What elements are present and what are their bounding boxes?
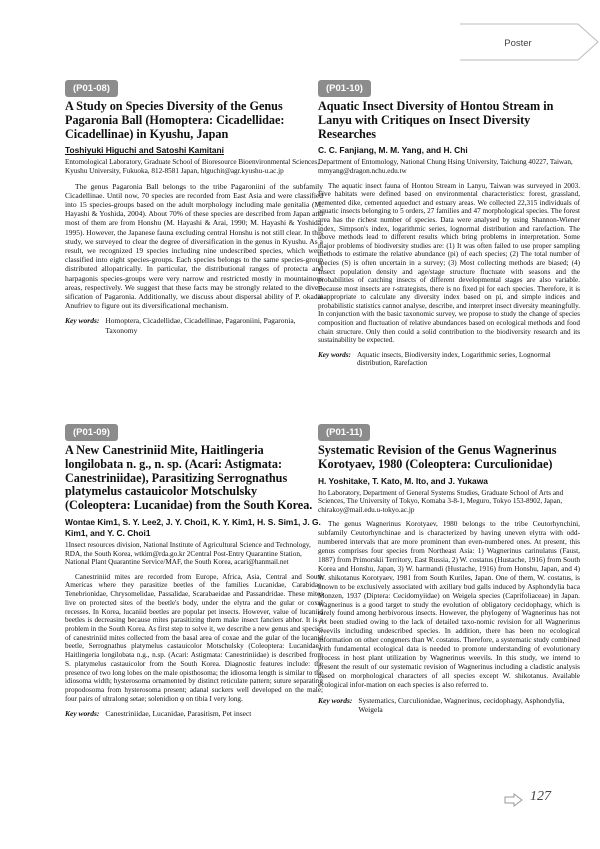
- abstract-affiliation: 1Insect resources division, National Institute of Agricultural Science and Technology, RDA, the South Korea, wtkim@rda.go.kr 2Central Post-Entry Quarantine Station, National Plant Quarantine Service/MAF, the South Korea, acari@hanmail.net: [65, 540, 311, 567]
- abstract-keywords: [318, 351, 580, 368]
- abstract-body: The genus Pagaronia Ball belongs to the tribe Pagaroniini of the subfamily Cicadellinae. Until now, 70 species are recorded from East Asia and were classified into 15 species-groups based on the adult morphology including male genitalia (M. Hayashi & Yoshida, 2004). About 70% of these species are described from Japan and most of them are from Honshu (M. Hayashi & Arai, 1990; M. Hayashi & Yoshida, 1995). However, the Japanese fauna excluding central Honshu is not still clear. In this study, we surveyed to clear the degree of diversification in the genus in Kyushu. As a result, we recognized 19 species including nine undescribed species, which were classified into eight species-groups. Each species belongs to the same species-group distributed allopatrically. In particular, the distributional ranges of protecta and harpagonis species-groups were very narrow and restricted mostly in mountainous areas, respectively. We suggest that these facts may be strongly related to the diver-sification of Pagaronia. Additionally, we discuss about dispersal ability of P. okadai Anufriev to figure out its diversificational mechanism.: [65, 181, 323, 311]
- arrow-right-icon: [504, 793, 524, 807]
- abstract-body: The aquatic insect fauna of Hontou Stream in Lanyu, Taiwan was surveyed in 2003. Five habitats were defined based on environmental characteristics: forest, grassland, cemented dike, cemented aqueduct and estuary areas. We collected 22,315 individuals of aquatic insects belonging to 5 orders, 27 families and 47 morphological species. The forest area has the richest number of species. Data were analysed by using Shannon-Wiener index, Simpson's index, logarithmic series, lognormal distribution and rarefaction. The above methods lead to different results which bring problems in interpretation. Some major problems of biodiversity studies are: (1) It was often failed to use proper sampling methods to estimate the relative abundance (pi) of each species; (2) The total number of species (S) is often uncertain in a survey; (3) Most collecting methods are biased; (4) Insect population density and age/stage structure fluctuate with seasons and the probabilities of catching insects of different developmental stages are also variable. Because most insects are r-strategists, there is no fixed pi for each species. Therefore, it is inappropriate to calculate any diversity index based on pi, and simple indices and probabilistic statistics cannot analyse, describe, and interpret insect diversity meaningfully. In conjunction with the basic taxonomic survey, we propose to study the change of species composition and fluctuation of relative abundances based on ecological methods and food chain structure. Only then could a solid contribution to the biodiversity research and its sustainability be expected.: [318, 181, 580, 345]
- abstract-authors: C. C. Fanjiang, M. M. Yang, and H. Chi: [318, 145, 468, 156]
- keywords-label: Key words:: [318, 695, 353, 705]
- abstract-affiliation: Ito Laboratory, Department of General Systems Studies, Graduate School of Arts and Sciences, The University of Tokyo, Komaba 3-8-1, Meguro, Tokyo 153-8902, Japan, chirakoy@mail.edu.u-tokyo.ac.jp: [318, 488, 564, 514]
- keywords-text: Systematics, Curculionidae, Wagnerinus, cecidophagy, Asphondylia, Weigela: [358, 695, 565, 714]
- abstract-p01-09: [65, 422, 323, 719]
- page-number: 127: [530, 789, 551, 804]
- keywords-label: Key words:: [318, 350, 351, 359]
- keywords-label: Key words:: [65, 709, 100, 719]
- abstract-title: A Study on Species Diversity of the Genus Pagaronia Ball (Homoptera: Cicadellidae: Cicadellinae) in Kyushu, Japan: [65, 99, 285, 141]
- abstract-id-tag: (P01-11): [318, 424, 370, 441]
- abstract-title: Aquatic Insect Diversity of Hontou Stream in Lanyu with Critiques on Insect Diversity Researches: [318, 99, 554, 141]
- keywords-label: Key words:: [65, 316, 100, 326]
- abstract-title: A New Canestriniid Mite, Haitlingeria longilobata n. g., n. sp. (Acari: Astigmata: Canestriniidae), Parasitizing Serrognathus platymelus castauicolor Motschulsky (Coleoptera: Lucanidae) from the South Korea.: [65, 443, 313, 513]
- abstract-authors: Toshiyuki Higuchi and Satoshi Kamitani: [65, 145, 224, 156]
- abstract-p01-10: [318, 78, 580, 368]
- abstract-id-tag: (P01-09): [65, 424, 118, 441]
- section-label: Poster: [504, 38, 532, 49]
- abstract-p01-11: [318, 422, 580, 714]
- abstract-id-tag: (P01-08): [65, 80, 118, 97]
- abstract-affiliation: Department of Entomology, National Chung Hsing University, Taichung 40227, Taiwan, mmyang@dragon.nchu.edu.tw: [318, 158, 573, 175]
- keywords-text: Canestriniidae, Lucanidae, Parasitism, Pet insect: [105, 709, 252, 719]
- abstract-p01-08: [65, 78, 323, 335]
- keywords-text: Homoptera, Cicadellidae, Cicadellinae, Pagaroniini, Pagaronia, Taxonomy: [105, 316, 296, 335]
- abstract-keywords: [65, 709, 323, 718]
- abstract-keywords: [318, 696, 580, 714]
- abstract-id-tag: (P01-10): [318, 80, 371, 97]
- abstract-keywords: [65, 316, 323, 334]
- abstract-authors: Wontae Kim1, S. Y. Lee2, J. Y. Choi1, K. Y. Kim1, H. S. Sim1, J. G. Kim1, and Y. C. Choi1: [65, 516, 321, 538]
- abstract-affiliation: Entomological Laboratory, Graduate School of Bioresource Bioenvironmental Sciences, Kyushu University, Fukuoka, 812-8581 Japan, hlguchit@agr.kyushu-u.ac.jp: [65, 158, 320, 175]
- keywords-text: Aquatic insects, Biodiversity index, Logarithmic series, Lognormal distribution, Rarefaction: [356, 350, 551, 368]
- abstract-authors: H. Yoshitake, T. Kato, M. Ito, and J. Yukawa: [318, 475, 488, 486]
- abstract-title: Systematic Revision of the Genus Wagnerinus Korotyaev, 1980 (Coleoptera: Curculionidae): [318, 443, 557, 471]
- abstract-body: The genus Wagnerinus Korotyaev, 1980 belongs to the tribe Ceutorhynchini, subfamily Ceutorhynchinae and is characterized by having uneven elytra with odd-numbered intervals that are more prominent than even-numbered ones. At present, this genus comprises four species from Northeast Asia: 1) Wagnerinus carinulatus (Faust, 1887) from Primorskii Territory, East Russia, 2) W. costatus (Hustache, 1916) from South Korea and Honshu, Japan, 3) W. harmandi (Hustache, 1916) from Honshu, Japan, and 4) W. shikotanus Korotyaev, 1981 from South Kuriles, Japan. One of them, W. costatus, is known to be exclusively associated with axillary bud galls induced by Asphondylia baca Monzen, 1937 (Diptera: Cecidomyiidae) on Weigela species (Caprifoliaceae) in Japan. Wagnerinus is a good target to study the evolution of obligatory cecidophagy, which is rarely found among herbivorous insects. However, the phylogeny of Wagnerinus has not yet been studied owing to the lack of detailed taxo-nomic revision for all Wagnerinus weevils including undescribed species. In addition, there has been no ecological information on other congeners than W. costatus. Therefore, a systematic study combined with fundamental ecological data is needed to promote understanding of evolutionary process in host plant utilization by Wagnerinus weevils. In this study, we intend to present the result of our systematic revision of Wagnerinus including a cladistic analysis based on morphological characters of all species except W. shikotanus. Available ecological infor-mation on each species is also referred to.: [318, 519, 580, 689]
- abstract-body: Canestriniid mites are recorded from Europe, Africa, Asia, Central and South Americas where they parasitize beetles of the families Lucanidae, Carabidae, Tenebrionidae, Chrysomelidae, Passalidae, Scarabaeidae and Passandridae. These mites live on protected sites of the beetle's body, under the elytra and the gular or coxal recesses. In Korea, lucaniid beetles are popular pet insects. However, value of lucaniid beetles is decreasing because mites parasitizing them make insect fanciers abhor. It is a problem in the South Korea. As first step to solve it, we describe a new genus and species of canestriniid mites collected from the basal area of coxae and the gular of the lucanid beetle, Serrognathus platymelus castauicolor Motschulsky (Coleoptera: Lucanidae). Haitlingeria longilobata n.g., n.sp. (Acari: Astigmata: Canestriniidae) is described from S. platymelus castauicolor from the South Korea. Diagnostic features include: the presence of two long lobes on the male opisthosoma; the idiosoma length is similar to the idiosoma width; hysterosoma ornamented by distinct reticulate pattern; suture separating propodosoma from hysterosoma present; adanal suckers well developed on the male; four pairs of ultralong setae; solenidion φ on tibia I very long.: [65, 572, 323, 703]
